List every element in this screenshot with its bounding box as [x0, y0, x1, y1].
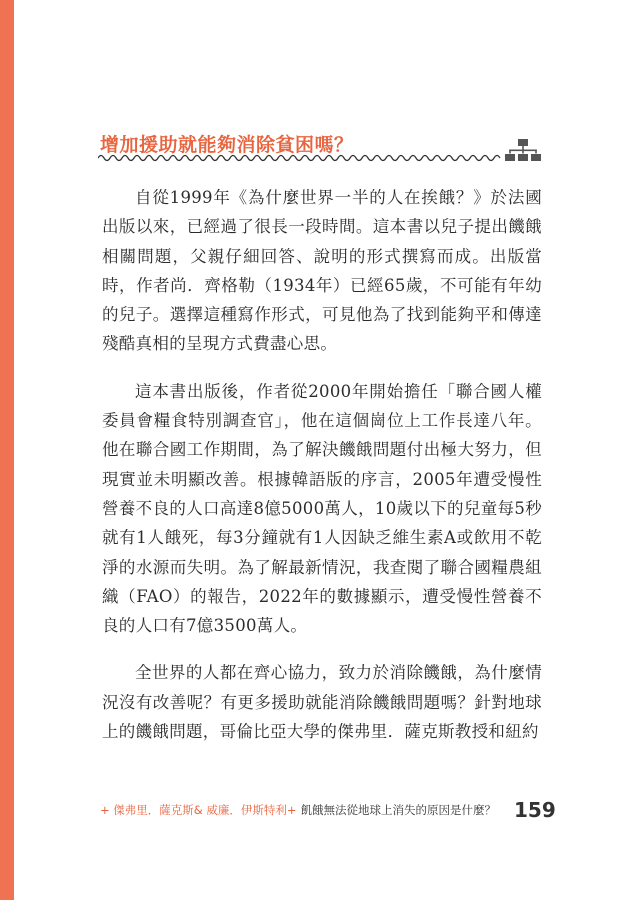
paragraph: 這本書出版後，作者從2000年開始擔任「聯合國人權委員會糧食特別調查官」，他在這個崗位上工作長達八年。他在聯合國工作期間，為了解決饑餓問題付出極大努力，但現實並未明顯改善。根據韓語版的序言，2005年遭受慢性營養不良的人口高達8億5000萬人，10歲以下的兒童每5秒就有1人餓死，每3分鐘就有1人因缺乏維生素A或飲用不乾淨的水源而失明。為了解最新情況，我查閱了聯合國糧農組織（FAO）的報告，2022年的數據顯示，遭受慢性營養不良的人口有7億3500萬人。 [102, 381, 542, 636]
paragraph: 自從1999年《為什麼世界一半的人在挨餓？》於法國出版以來，已經過了很長一段時間。這本書以兒子提出饑餓相關問題，父親仔細回答、說明的形式撰寫而成。出版當時，作者尚．齊格勒（1934年）已經65歲，不可能有年幼的兒子。選擇這種寫作形式，可見他為了找到能夠平和傳達殘酷真相的呈現方式費盡心思。 [102, 188, 542, 354]
body-text [102, 183, 542, 764]
running-footer [100, 802, 496, 818]
section-heading: 增加援助就能夠消除貧困嗎？ [100, 134, 354, 156]
wavy-divider [98, 153, 538, 163]
footer-book-title: + 傑弗里．薩克斯& 威廉．伊斯特利+ [100, 803, 297, 817]
page-edge-bar [0, 0, 14, 900]
hierarchy-tree-icon [505, 138, 541, 164]
page-number: 159 [514, 798, 556, 822]
footer-chapter-title: 飢餓無法從地球上消失的原因是什麼？ [300, 803, 497, 817]
paragraph: 全世界的人都在齊心協力，致力於消除饑餓，為什麼情況沒有改善呢？有更多援助就能消除饑餓問題嗎？針對地球上的饑餓問題，哥倫比亞大學的傑弗里．薩克斯教授和紐約 [102, 663, 542, 742]
